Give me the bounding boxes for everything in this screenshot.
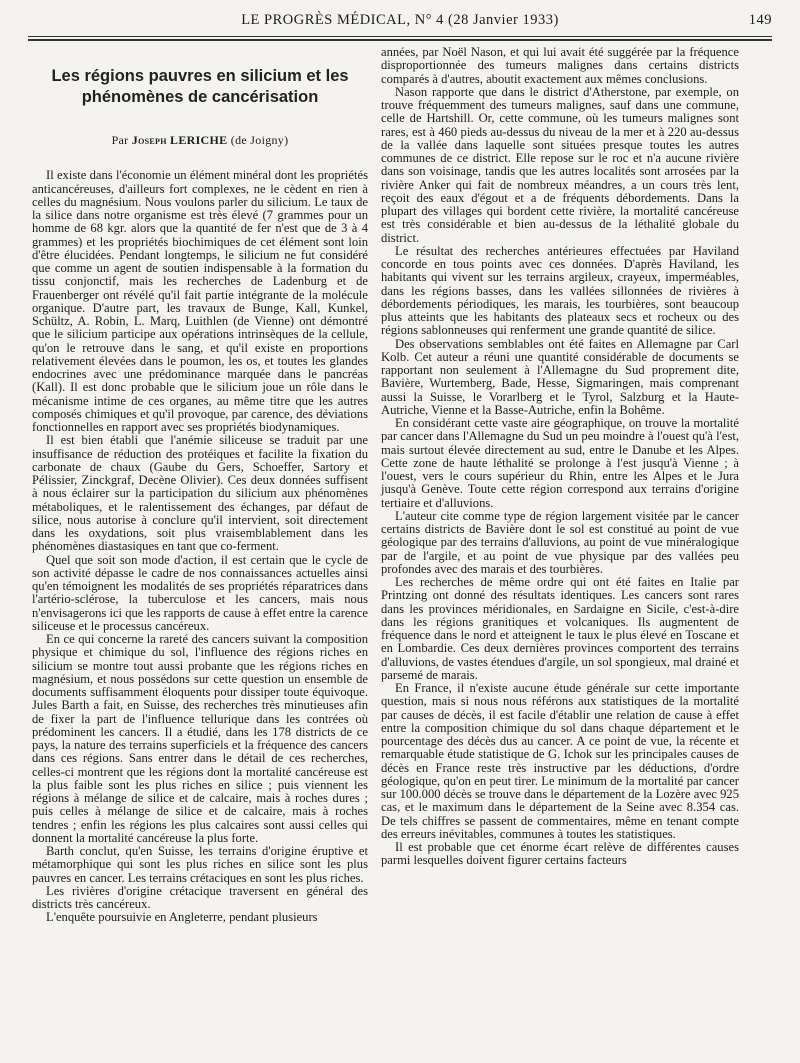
paragraph: Les rivières d'origine crétacique traversent en général des districts très cancéreux. — [32, 883, 368, 911]
right-column — [381, 46, 739, 868]
paragraph: En ce qui concerne la rareté des cancers suivant la composition physique et chimique du sol, l'influence des régions riches en silicium se montre tout aussi probante que les régions riches en magnésium, et nous possédons sur cette question un ensemble de documents suffisamment éloquents pour dissiper toute équivoque. Jules Barth a fait, en Suisse, des recherches très minutieuses afin de fixer la part de l'influence tellurique dans les contrées où prédominent les cancers. Il a étudié, dans les 178 districts de ce pays, la nature des terrains superficiels et la fréquence des cancers dans ces régions. Sans entrer dans le détail de ces recherches, celles-ci montrent que les régions dont la mortalité cancéreuse est la plus faible sont les plus riches en silice ; puis viennent les régions à mélange de silice et de calcaire, mais à roches dures ; puis celles à mélange de silice et de calcaire, mais à roches tendres ; enfin les régions les plus calcaires sont aussi celles qui donnent la mortalité cancéreuse la plus forte. — [32, 632, 368, 845]
paragraph: années, par Noël Nason, et qui lui avait été suggérée par la fréquence disproportionnée des tumeurs malignes dans certains districts comparés à d'autres, aboutit exactement aux mêmes conclusions. — [381, 45, 739, 86]
paragraph: En considérant cette vaste aire géographique, on trouve la mortalité par cancer dans l'Allemagne du Sud un peu moindre à l'ouest qu'à l'est, mais surtout élevée directement au sud, entre le Danube et les Alpes. Cette zone de haute léthalité se prolonge à l'est jusqu'à Vienne ; à l'ouest, vers le cours supérieur du Rhin, entre les Alpes et le Jura jusqu'à Genève. Toute cette région correspond aux terrains d'origine tertiaire et d'alluvions. — [381, 416, 739, 510]
author-name: Joseph LERICHE — [131, 133, 228, 147]
paragraph: Les recherches de même ordre qui ont été faites en Italie par Printzing ont donné des résultats identiques. Les cancers sont rares dans les provinces méridionales, en Sardaigne en Sicile, c'est-à-dire dans les régions granitiques et volcaniques. Ils augmentent de fréquence dans le nord et atteignent le taux le plus élevé en Toscane et en Lombardie. Ces deux dernières provinces comportent des terrains d'alluvions, de vastes étendues d'argile, un sol spongieux, mal drainé et parsemé de marais. — [381, 575, 739, 682]
left-column — [32, 46, 368, 925]
title-line-1: Les régions pauvres en silicium et les — [51, 67, 349, 85]
byline-prefix: Par — [111, 133, 129, 147]
title-line-2: phénomènes de cancérisation — [81, 88, 319, 106]
paragraph: En France, il n'existe aucune étude générale sur cette importante question, mais si nous nous référons aux statistiques de la mortalité par causes de décès, il est facile d'établir une relation de cause à effet entre la composition chimique du sol dans chaque département et le pourcentage des décès dus au cancer. A ce point de vue, la récente et remarquable étude statistique de G. Ichok sur les principales causes de décès en France reste très instructive par les déductions, d'ordre géologique, qu'on en peut tirer. Le minimum de la mortalité par cancer sur 100.000 décès se trouve dans le département de la Lozère avec 925 cas, et le maximum dans le département de la Seine avec 8.354 cas. De tels chiffres se passent de commentaires, même en tenant compte des erreurs inévitables, communes à toutes les statistiques. — [381, 681, 739, 841]
header-rule-thick — [28, 39, 772, 41]
header-rule — [28, 36, 772, 37]
paragraph: Il est probable que cet énorme écart relève de différentes causes parmi lesquelles doivent figurer certains facteurs — [381, 840, 739, 868]
paragraph: Il existe dans l'économie un élément minéral dont les propriétés anticancéreuses, d'ailleurs fort complexes, ne le cèdent en rien à celles du magnésium. Nous voulons parler du silicium. Le taux de la silice dans notre organisme est très élevé (7 grammes pour un homme de 68 kgr. alors que la quantité de fer n'est que de 3 à 4 grammes) et les propriétés biochimiques de cet élément sont loin d'être élucidées. Pendant longtemps, le silicium ne fut considéré que comme un agent de soutien indispensable à la formation du tissu conjonctif, mais les recherches de Ladenburg et de Frauenberger ont révélé qu'il fait partie intégrante de la molécule organique. D'autre part, les travaux de Bunge, Kall, Kunkel, Schültz, A. Robin, L. Marq, Luithlen (de Vienne) ont démontré que le silicium participe aux opérations intrinsèques de la cellule, qu'on le retrouve dans le sang, et qu'il existe en proportions relativement élevées dans le poumon, les os, et toutes les glandes endocrines avec une prédominance marquée dans le pancréas (Kall). Il est donc probable que le silicium joue un rôle dans le mécanisme intime de ces organes, au même titre que les autres composés chimiques et qu'il provoque, par carence, des déviations fonctionnelles en rapport avec ses propriétés biodynamiques. — [32, 168, 368, 434]
paragraph: Quel que soit son mode d'action, il est certain que le cycle de son activité dépasse le cadre de nos connaissances actuelles ainsi qu'en témoignent les modalités de ses propriétés réparatrices dans l'artério-sclérose, la tuberculose et les cancers, mais nous n'envisagerons ici que les rapports de cause à effet entre la carence siliceuse et le processus cancéreux. — [32, 552, 368, 633]
paragraph: L'enquête poursuivie en Angleterre, pendant plusieurs — [46, 910, 318, 925]
paragraph: Barth conclut, qu'en Suisse, les terrains d'origine éruptive et métamorphique qui sont les plus riches en silice sont les plus pauvres en cancer. Les terrains crétaciques en sont les plus riches. — [32, 844, 368, 885]
paragraph: Des observations semblables ont été faites en Allemagne par Carl Kolb. Cet auteur a réuni une quantité considérable de documents se rapportant non seulement à l'Allemagne du Sud proprement dite, Bavière, Wurtemberg, Bade, Hesse, Sigmaringen, mais comprenant aussi la Suisse, le Vorarlberg et le Tyrol, Salzburg et la Haute-Autriche, Vienne et la Basse-Autriche, enfin la Bohême. — [381, 336, 739, 417]
article-title — [32, 66, 368, 108]
running-header — [28, 12, 772, 34]
paragraph: Nason rapporte que dans le district d'Atherstone, par exemple, on trouve fréquemment des tumeurs malignes, sauf dans une commune, celle de Hartshill. Or, cette commune, où les tumeurs malignes sont rares, est à 460 pieds au-dessus du niveau de la mer et à 220 au-dessus de la vallée dans laquelle sont situées presque toutes les autres communes de ce district. Elle repose sur le roc et n'a aucune rivière dans son voisinage, tandis que les autres localités sont arrosées par la rivière Anker qui fait de nombreux méandres, a un cours très lent, reçoit des eaux d'égout et a de fréquents débordements. Dans la plupart des villages qui bordent cette rivière, la mortalité cancéreuse est très considérable et bien au-dessus de la léthalité globale du district. — [381, 84, 739, 245]
byline-suffix: (de Joigny) — [230, 133, 289, 147]
page-number: 149 — [748, 12, 772, 28]
paragraph: Il est bien établi que l'anémie siliceuse se traduit par une insuffisance de réduction des protéiques et facilite la fixation du carbonate de chaux (Gaube du Gers, Schoeffer, Sartory et Pélissier, Zinckgraf, Decène Olivier). Ces deux données suffisent à nous éclairer sur la participation du silicium aux phénomènes métaboliques, et le ralentissement des échanges, par défaut de silice, nous autorise à conclure qu'il intervient, soit directement dans les oxydations, soit plus vraisemblablement dans les phénomènes diastasiques en tant que co-ferment. — [32, 433, 368, 554]
byline — [32, 134, 368, 147]
paragraph: Le résultat des recherches antérieures effectuées par Haviland concorde en tous points avec ces données. D'après Haviland, les habitants qui vivent sur les terrains argileux, crayeux, imperméables, dans les régions basses, dans les vallées sillonnées de rivières à débordements périodiques, les marais, les tourbières, sont beaucoup plus atteints que les habitants des plateaux secs et rocheux ou des régions sablonneuses qui renferment une grande quantité de silice. — [381, 243, 739, 338]
running-head: LE PROGRÈS MÉDICAL, N° 4 (28 Janvier 1933) — [241, 12, 559, 28]
paragraph: L'auteur cite comme type de région largement visitée par le cancer certains districts de Bavière dont le sol est constitué au point de vue géologique par des terrains d'alluvions, au point de vue minéralogique par de l'argile, et au point de vue physique par des vallées peu profondes avec des marais et des tourbières. — [381, 508, 739, 576]
